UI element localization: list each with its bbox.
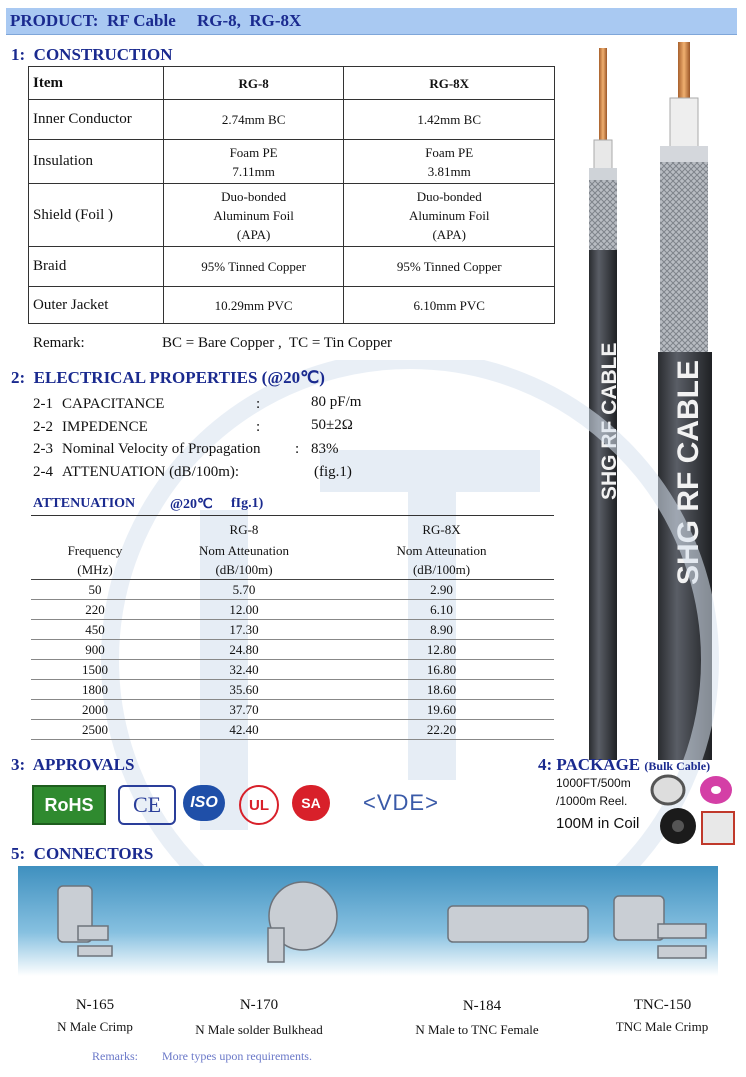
cell-line: (APA) [236, 226, 271, 242]
rg8-cell: 35.60 [159, 680, 329, 700]
prop-name: ATTENUATION (dB/100m): [62, 464, 240, 480]
connector-name: TNC-150 [633, 997, 692, 1013]
package-images [648, 772, 740, 850]
construction-table [28, 66, 555, 324]
package-subtitle: (Bulk Cable) [644, 759, 711, 773]
rg8-cell: 17.30 [159, 620, 329, 640]
connector-name: N-170 [239, 997, 279, 1013]
nom-label-line: (dB/100m) [412, 562, 471, 577]
col-rg8x: RG-8X [422, 521, 461, 537]
nom-label-rg8x [329, 541, 554, 580]
vde-logo: < VDE > [363, 790, 439, 815]
cell-rg8x [344, 140, 555, 184]
nom-label-line: Nom Atteunation [199, 543, 289, 558]
freq-cell: 450 [31, 620, 159, 640]
attenuation-condition: @20℃ [170, 497, 213, 512]
connectors-title: 5: CONNECTORS [11, 844, 154, 863]
attenuation-top-rule [31, 515, 554, 516]
cell-rg8x [344, 184, 555, 247]
package-line3: 100M in Coil [556, 815, 640, 832]
row-label: Braid [29, 247, 164, 287]
freq-cell: 50 [31, 580, 159, 600]
cell-line: (APA) [432, 226, 466, 242]
rg8x-cell: 16.80 [329, 660, 554, 680]
product-label: PRODUCT: [10, 11, 99, 30]
freq-label [31, 541, 159, 580]
electrical-title: 2: ELECTRICAL PROPERTIES (@20℃) [11, 368, 325, 387]
freq-cell: 2000 [31, 700, 159, 720]
rg8-cell: 37.70 [159, 700, 329, 720]
cell-line: Aluminum Foil [408, 207, 490, 223]
connector-desc: N Male Crimp [57, 1019, 133, 1034]
row-label: Inner Conductor [29, 100, 164, 140]
cable-print-small: SHG RF CABLE [598, 342, 621, 500]
ul-logo: UL [239, 785, 279, 825]
product-models: RG-8, RG-8X [196, 11, 302, 30]
col-rg8x: RG-8X [344, 67, 555, 100]
remark-text: BC = Bare Copper , TC = Tin Copper [162, 335, 392, 351]
vde-text: VDE [376, 790, 426, 815]
rg8x-cell: 2.90 [329, 580, 554, 600]
row-label: Shield (Foil ) [29, 184, 164, 247]
cell-rg8x: 95% Tinned Copper [344, 247, 555, 287]
prop-num: 2-4 [33, 464, 53, 480]
connector-desc: N Male solder Bulkhead [195, 1022, 323, 1037]
connector-name: N-184 [462, 998, 502, 1014]
nom-label-line: Nom Atteunation [396, 543, 487, 558]
blank-head [31, 517, 159, 541]
cell-line: Duo-bonded [416, 188, 482, 204]
package-title-text: 4: PACKAGE [538, 755, 641, 774]
freq-cell: 220 [31, 600, 159, 620]
prop-num: 2-2 [33, 419, 53, 435]
cell-line: Foam PE [229, 144, 278, 160]
prop-value: 50±2Ω [311, 417, 353, 433]
attenuation-title: ATTENUATION [33, 496, 136, 511]
ce-logo: CE [118, 785, 176, 825]
connector-desc: N Male to TNC Female [415, 1022, 539, 1037]
cable-print-large: SHG RF CABLE [672, 360, 705, 585]
freq-cell: 2500 [31, 720, 159, 740]
nom-label-rg8 [159, 541, 329, 580]
attenuation-fig: fIg.1) [231, 496, 264, 511]
cell-rg8: 10.29mm PVC [163, 287, 344, 324]
nom-label-line: (dB/100m) [215, 562, 273, 577]
cell-rg8: 95% Tinned Copper [163, 247, 344, 287]
prop-name: CAPACITANCE [62, 396, 165, 412]
rg8-cell: 12.00 [159, 600, 329, 620]
rg8-cell: 42.40 [159, 720, 329, 740]
cell-rg8 [163, 140, 344, 184]
prop-num: 2-3 [33, 441, 53, 457]
cell-rg8x: 6.10mm PVC [344, 287, 555, 324]
approvals-title: 3: APPROVALS [11, 755, 135, 774]
freq-label-line: Frequency [67, 543, 123, 558]
prop-name: IMPEDENCE [62, 419, 148, 435]
rg8x-cell: 19.60 [329, 700, 554, 720]
cell-line: 3.81mm [427, 163, 471, 179]
attenuation-table [31, 517, 554, 740]
rg8-cell: 24.80 [159, 640, 329, 660]
freq-cell: 1800 [31, 680, 159, 700]
rohs-logo: RoHS [32, 785, 106, 825]
col-item: Item [29, 67, 164, 100]
col-rg8: RG-8 [229, 521, 259, 537]
prop-value: (fig.1) [314, 464, 352, 480]
rg8x-cell: 6.10 [329, 600, 554, 620]
cell-line: Aluminum Foil [213, 207, 294, 223]
cell-rg8: 2.74mm BC [163, 100, 344, 140]
footer-remarks-label: Remarks: [92, 1049, 138, 1063]
connector-images [18, 866, 718, 976]
product-header [10, 11, 301, 31]
cell-rg8x: 1.42mm BC [344, 100, 555, 140]
prop-sep: : [295, 441, 300, 457]
prop-sep: : [256, 419, 261, 435]
csa-logo: SA [292, 785, 330, 821]
prop-name: Nominal Velocity of Propagation [62, 441, 261, 457]
package-line2: /1000m Reel. [556, 794, 628, 808]
prop-value: 80 pF/m [311, 394, 362, 410]
package-line1: 1000FT/500m [556, 776, 631, 790]
connector-desc: TNC Male Crimp [615, 1019, 709, 1034]
footer-remarks-text: More types upon requirements. [162, 1049, 312, 1063]
row-label: Insulation [29, 140, 164, 184]
remark-label: Remark: [33, 335, 85, 351]
rg8x-cell: 12.80 [329, 640, 554, 660]
rg8x-cell: 8.90 [329, 620, 554, 640]
construction-title: 1: CONSTRUCTION [11, 45, 173, 64]
cell-line: Foam PE [425, 144, 474, 160]
product-name: RF Cable [106, 11, 176, 30]
cell-line: Duo-bonded [221, 188, 287, 204]
rg8x-cell: 22.20 [329, 720, 554, 740]
freq-cell: 1500 [31, 660, 159, 680]
rg8x-cell: 18.60 [329, 680, 554, 700]
row-label: Outer Jacket [29, 287, 164, 324]
prop-value: 83% [311, 441, 339, 457]
freq-label-line: (MHz) [77, 562, 113, 577]
rg8-cell: 32.40 [159, 660, 329, 680]
cell-line: 7.11mm [232, 163, 275, 179]
prop-sep: : [256, 396, 261, 412]
col-rg8: RG-8 [163, 67, 344, 100]
rg8-cell: 5.70 [159, 580, 329, 600]
iso-logo: ISO [183, 785, 225, 821]
prop-num: 2-1 [33, 396, 53, 412]
connector-name: N-165 [75, 997, 115, 1013]
cell-rg8 [163, 184, 344, 247]
freq-cell: 900 [31, 640, 159, 660]
